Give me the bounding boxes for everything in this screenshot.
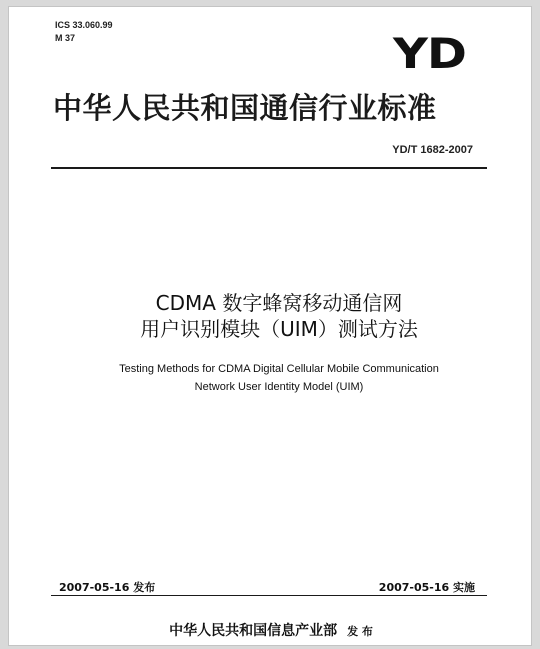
yd-logo: YD	[393, 29, 466, 78]
chinese-title-line-1: CDMA 数字蜂窝移动通信网	[155, 291, 403, 315]
top-divider	[51, 167, 487, 169]
document-cover	[8, 6, 532, 646]
ics-code: ICS 33.060.99	[55, 20, 113, 30]
standard-number: YD/T 1682-2007	[392, 144, 473, 156]
standard-title: 中华人民共和国通信行业标准	[53, 91, 437, 125]
issuer-name: 中华人民共和国信息产业部	[169, 623, 338, 639]
category-code: M 37	[55, 33, 76, 43]
bottom-divider	[51, 595, 487, 596]
issue-date: 2007-05-16 发布	[59, 581, 156, 594]
issuer	[9, 624, 532, 638]
effective-date: 2007-05-16 实施	[378, 581, 475, 594]
chinese-title-line-2: 用户识别模块（UIM）测试方法	[140, 317, 418, 341]
english-title-line-1: Testing Methods for CDMA Digital Cellular Mobile Communication	[119, 363, 439, 375]
english-title-line-2: Network User Identity Model (UIM)	[194, 381, 364, 393]
issuer-action: 发 布	[347, 625, 373, 638]
